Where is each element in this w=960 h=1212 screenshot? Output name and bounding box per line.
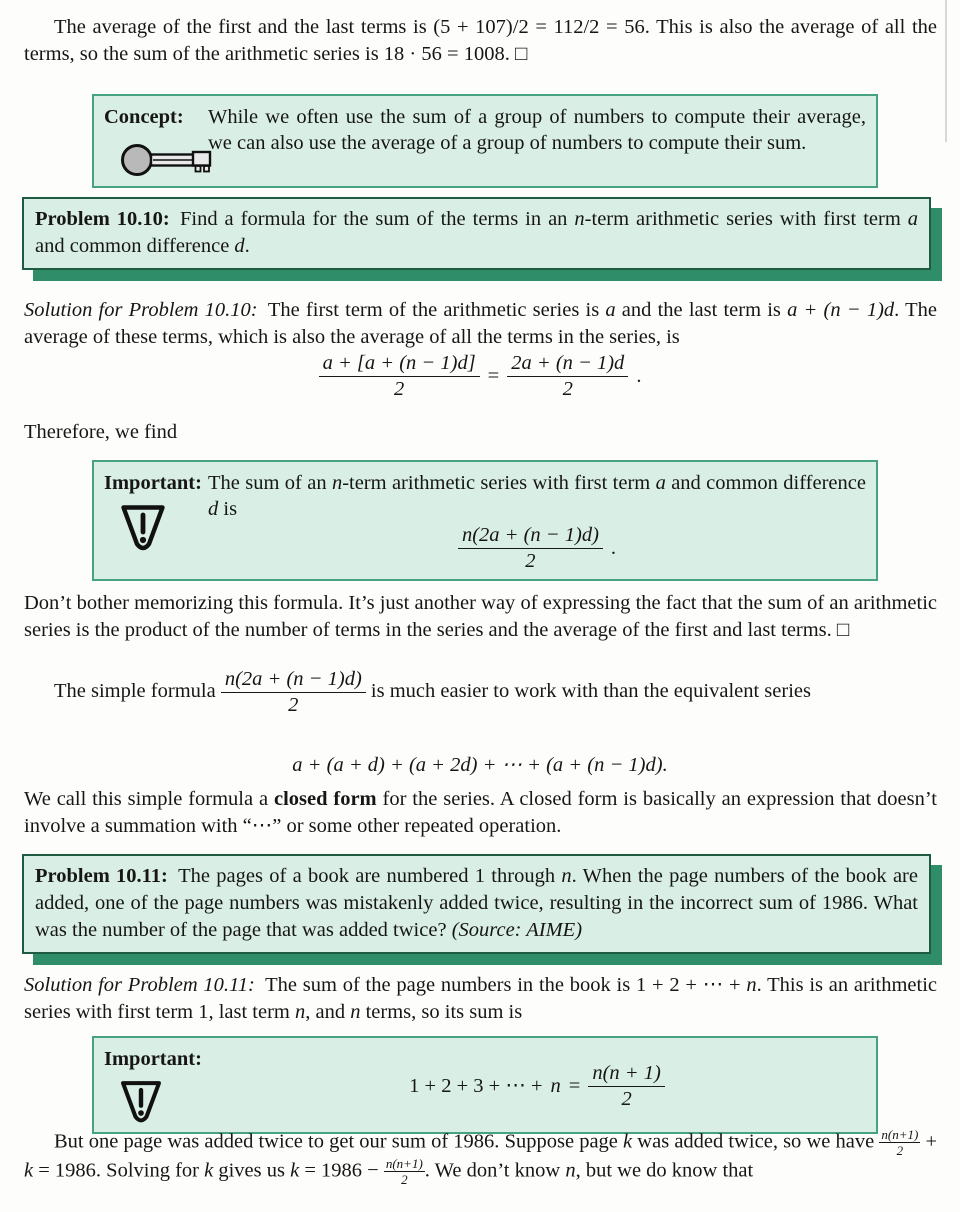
important-gauss-formula: 1 + 2 + 3 + ⋯ + n = $\frac{n(n + 1)}{2}$ [405, 1062, 669, 1111]
concept-box [92, 94, 878, 188]
concept-box-left-column [104, 104, 208, 180]
important-sum-text: The sum of an n-term arithmetic series with first term a and common difference d is [208, 472, 866, 520]
average-equation: $\frac{a + [a + (n - 1)d]}{2}$ = $\frac{2a + (n - 1)d}{2}$ . [0, 352, 960, 401]
concept-box-body [208, 104, 866, 180]
therefore-line: Therefore, we find [24, 421, 178, 443]
important-label: Important: [104, 472, 202, 494]
paragraph-simple-formula: The simple formula $\frac{n(2a + (n - 1)d)}{2}$ is much easier to work with than the equivalent series [54, 668, 811, 716]
solution-10-11-paragraph: Solution for Problem 10.11: The sum of the page numbers in the book is 1 + 2 + ⋯ + n. This is an arithmetic series with first term 1, last term n, and n terms, so its sum is [24, 974, 938, 1023]
solution-10-10-paragraph: Solution for Problem 10.10: The first term of the arithmetic series is a and the last term is a + (n − 1)d. The average of these terms, which is also the average of all the terms in the series, is [24, 299, 937, 348]
concept-label: Concept: [104, 106, 184, 128]
paragraph-closed-form: We call this simple formula a closed form for the series. A closed form is basically an expression that doesn’t involve a summation with “⋯” or some other repeated operation. [24, 788, 937, 837]
important-gauss-body [208, 1046, 866, 1126]
important-label-2: Important: [104, 1048, 202, 1070]
expanded-series-equation: a + (a + d) + (a + 2d) + ⋯ + (a + (n − 1)d). [292, 754, 668, 776]
important-sum-body [208, 470, 866, 573]
warning-icon [118, 502, 168, 554]
problem-box-10-10 [22, 197, 931, 270]
paragraph-average-conclusion: The average of the first and the last terms is (5 + 107)/2 = 112/2 = 56. This is also the average of all the terms, so the sum of the arithmetic series is 18 · 56 = 1008. □ [24, 16, 937, 65]
important-box-gauss-sum [92, 1036, 878, 1134]
warning-icon [118, 1078, 164, 1126]
display-average-equation [0, 352, 960, 401]
important-sum-formula: $\frac{n(2a + (n - 1)d)}{2}$ . [208, 524, 866, 573]
paragraph-dont-bother: Don’t bother memorizing this formula. It’s just another way of expressing the fact that the sum of an arithmetic series is the product of the number of terms in the series and the average of the first and last terms. □ [24, 592, 937, 641]
important-box-arithmetic-sum [92, 460, 878, 581]
page-edge-artifact [945, 0, 947, 142]
problem-10-10-text: Problem 10.10: Find a formula for the sum of the terms in an n-term arithmetic series with first term a and common difference d. [35, 208, 919, 257]
problem-box-10-11 [22, 854, 931, 954]
concept-text: While we often use the sum of a group of numbers to compute their average, we can also use the average of a group of numbers to compute their sum. [208, 106, 866, 154]
important-box-left-column [104, 470, 208, 573]
key-icon [118, 136, 214, 180]
important-box-2-left-column [104, 1046, 208, 1126]
display-expanded-series [0, 752, 960, 779]
paragraph-but-one-page: But one page was added twice to get our sum of 1986. Suppose page k was added twice, so we have $\frac{n(n+1)}{2}$ + k = 1986. Solving for k gives us k = 1986 − $\frac{n(n+1)}{2}$ . We don’t know n, but we do know that [24, 1127, 938, 1187]
problem-10-11-text: Problem 10.11: The pages of a book are numbered 1 through n. When the page numbers of the book are added, one of the page numbers was mistakenly added twice, resulting in the incorrect sum of 1986. What was the number of the page that was added twice? (Source: AIME) [35, 865, 918, 941]
